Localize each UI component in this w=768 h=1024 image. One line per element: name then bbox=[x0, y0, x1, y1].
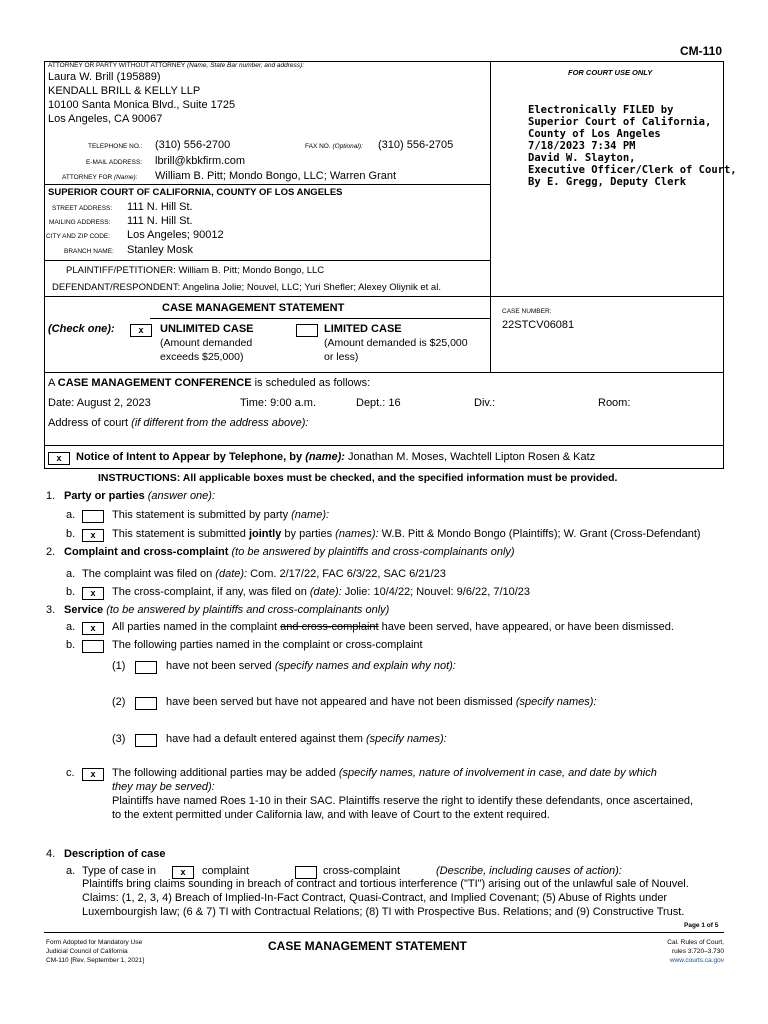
rules-of-court: Cal. Rules of Court, rules 3.720–3.730 www.courts.ca.gov bbox=[620, 938, 724, 965]
court-address-label: Address of court (if different from the address above): bbox=[48, 417, 309, 429]
statement-title: CASE MANAGEMENT STATEMENT bbox=[162, 302, 345, 314]
item-2a-text: The complaint was filed on (date): Com. 2/17/22, FAC 6/3/22, SAC 6/21/23 bbox=[82, 568, 446, 580]
case-number-label: CASE NUMBER: bbox=[502, 308, 552, 315]
item-4-title: Description of case bbox=[64, 848, 166, 860]
email-value: lbrill@kbkfirm.com bbox=[155, 155, 246, 167]
filed-stamp: Electronically FILED by Superior Court of California, County of Los Angeles 7/18/2023 7:34 PM David W. Slayton, Executive Officer/Clerk of Court, By E. Gregg, Deputy Clerk bbox=[528, 104, 737, 188]
item-1-title: Party or parties (answer one): bbox=[64, 490, 216, 502]
attorney-for-label: ATTORNEY FOR (Name): bbox=[62, 174, 138, 181]
item-3c-note-2: they may be served): bbox=[112, 781, 215, 793]
item-3b1-checkbox[interactable] bbox=[135, 661, 157, 674]
item-3-number: 3. bbox=[46, 604, 56, 616]
conference-time: Time: 9:00 a.m. bbox=[240, 397, 317, 409]
item-4a-complaint-label: complaint bbox=[202, 865, 250, 877]
conference-div: Div.: bbox=[474, 397, 496, 409]
telephone-notice-checkbox[interactable]: x bbox=[48, 452, 70, 465]
item-3c-checkbox[interactable]: x bbox=[82, 768, 104, 781]
attorney-line-1: Laura W. Brill (195889) bbox=[48, 71, 161, 83]
city-label: CITY AND ZIP CODE: bbox=[46, 233, 111, 240]
attorney-line-2: KENDALL BRILL & KELLY LLP bbox=[48, 85, 201, 97]
telephone-label: TELEPHONE NO.: bbox=[88, 143, 143, 150]
item-3b-checkbox[interactable] bbox=[82, 640, 104, 653]
defendant-row: DEFENDANT/RESPONDENT: Angelina Jolie; Nouvel, LLC; Yuri Shefler; Alexey Oliynik et al. bbox=[52, 282, 441, 293]
item-3b1-text: have not been served (specify names and explain why not): bbox=[166, 660, 456, 672]
unlimited-checkbox[interactable]: x bbox=[130, 324, 152, 337]
branch-value: Stanley Mosk bbox=[127, 244, 194, 256]
item-3b2-text: have been served but have not appeared and have not been dismissed (specify names): bbox=[166, 696, 597, 708]
item-3b1-number: (1) bbox=[112, 660, 126, 672]
item-3a-letter: a. bbox=[66, 621, 76, 633]
page-number: Page 1 of 5 bbox=[684, 922, 719, 929]
city-value: Los Angeles; 90012 bbox=[127, 229, 224, 241]
item-2a-letter: a. bbox=[66, 568, 76, 580]
form-number: CM-110 bbox=[680, 44, 723, 58]
item-1a-letter: a. bbox=[66, 509, 76, 521]
conference-dept: Dept.: 16 bbox=[356, 397, 401, 409]
item-2b-checkbox[interactable]: x bbox=[82, 587, 104, 600]
fax-label: FAX NO. (Optional): bbox=[305, 143, 363, 150]
attorney-for-value: William B. Pitt; Mondo Bongo, LLC; Warren Grant bbox=[155, 170, 397, 182]
item-1a-checkbox[interactable] bbox=[82, 510, 104, 523]
item-4a-text: Type of case in bbox=[82, 865, 156, 877]
telephone-notice: Notice of Intent to Appear by Telephone, by (name): Jonathan M. Moses, Wachtell Lipton Rosen & Katz bbox=[76, 451, 596, 463]
court-header: SUPERIOR COURT OF CALIFORNIA, COUNTY OF LOS ANGELES bbox=[48, 187, 343, 198]
item-3c-body-1: Plaintiffs have named Roes 1-10 in their SAC. Plaintiffs reserve the right to identify these defendants, once ascertained, bbox=[112, 795, 694, 807]
conference-date: Date: August 2, 2023 bbox=[48, 397, 151, 409]
item-1b-text: This statement is submitted jointly by parties (names): W.B. Pitt & Mondo Bongo (Plaintiffs); W. Grant (Cross-Defendant) bbox=[112, 528, 701, 540]
item-3c-body-2: to the extent permitted under California law, and with leave of Court to the extent required. bbox=[112, 809, 550, 821]
mailing-value: 111 N. Hill St. bbox=[127, 215, 193, 227]
attorney-line-4: Los Angeles, CA 90067 bbox=[48, 113, 163, 125]
item-3-title: Service (to be answered by plaintiffs and cross-complainants only) bbox=[64, 604, 390, 616]
item-2-number: 2. bbox=[46, 546, 56, 558]
case-number-value: 22STCV06081 bbox=[502, 319, 575, 331]
item-4a-letter: a. bbox=[66, 865, 76, 877]
item-2-title: Complaint and cross-complaint (to be answered by plaintiffs and cross-complainants only) bbox=[64, 546, 515, 558]
item-3b-letter: b. bbox=[66, 639, 76, 651]
item-3b2-checkbox[interactable] bbox=[135, 697, 157, 710]
for-court-use-label: FOR COURT USE ONLY bbox=[568, 68, 653, 77]
email-label: E-MAIL ADDRESS: bbox=[86, 159, 143, 166]
mailing-label: MAILING ADDRESS: bbox=[49, 219, 111, 226]
item-2b-text: The cross-complaint, if any, was filed on (date): Jolie: 10/4/22; Nouvel: 9/6/22, 7/10/23 bbox=[112, 586, 531, 598]
item-4a-cross-label: cross-complaint bbox=[323, 865, 401, 877]
form-adopted: Form Adopted for Mandatory Use Judicial Council of California CM-110 [Rev. September 1, 2021] bbox=[46, 939, 145, 964]
item-4-number: 4. bbox=[46, 848, 56, 860]
instructions: INSTRUCTIONS: All applicable boxes must be checked, and the specified information must be provided. bbox=[98, 472, 618, 484]
plaintiff-row: PLAINTIFF/PETITIONER: William B. Pitt; Mondo Bongo, LLC bbox=[66, 265, 325, 276]
limited-label: LIMITED CASE bbox=[324, 323, 402, 335]
telephone-value: (310) 556-2700 bbox=[155, 139, 231, 151]
footer-title: CASE MANAGEMENT STATEMENT bbox=[268, 939, 467, 953]
unlimited-note-1: (Amount demanded bbox=[160, 337, 253, 349]
conference-room: Room: bbox=[598, 397, 631, 409]
attorney-label: ATTORNEY OR PARTY WITHOUT ATTORNEY (Name, State Bar number, and address): bbox=[48, 62, 305, 69]
item-4a-note: (Describe, including causes of action): bbox=[436, 865, 622, 877]
item-3b3-number: (3) bbox=[112, 733, 126, 745]
item-3b3-text: have had a default entered against them (specify names): bbox=[166, 733, 447, 745]
item-3b3-checkbox[interactable] bbox=[135, 734, 157, 747]
limited-note-1: (Amount demanded is $25,000 bbox=[324, 337, 468, 349]
item-4a-body-1: Plaintiffs bring claims sounding in breach of contract and tortious interference ("TI") arising out of the unlawful sale of Nouvel. bbox=[82, 878, 689, 890]
item-3a-text: All parties named in the complaint and cross-complaint have been served, have appeared, or have been dismissed. bbox=[112, 621, 674, 633]
item-3a-checkbox[interactable]: x bbox=[82, 622, 104, 635]
item-3c-letter: c. bbox=[66, 767, 75, 779]
fax-value: (310) 556-2705 bbox=[378, 139, 454, 151]
unlimited-note-2: exceeds $25,000) bbox=[160, 351, 244, 363]
item-4a-complaint-checkbox[interactable]: x bbox=[172, 866, 194, 879]
item-3c-text: The following additional parties may be added (specify names, nature of involvement in case, and date by which bbox=[112, 767, 657, 779]
courts-website-link[interactable]: www.courts.ca.gov bbox=[669, 957, 724, 964]
limited-checkbox[interactable] bbox=[296, 324, 318, 337]
item-3b2-number: (2) bbox=[112, 696, 126, 708]
item-4a-body-3: Luxembourgish law; (6 & 7) TI with Contractual Relations; (8) TI with Prospective Bus. Relations; and (9) Constructive Trust. bbox=[82, 906, 685, 918]
check-one-label: (Check one): bbox=[48, 323, 115, 335]
item-1b-checkbox[interactable]: x bbox=[82, 529, 104, 542]
item-1b-letter: b. bbox=[66, 528, 76, 540]
conference-intro: A CASE MANAGEMENT CONFERENCE is scheduled as follows: bbox=[48, 377, 371, 389]
item-1-number: 1. bbox=[46, 490, 56, 502]
item-4a-body-2: Claims: (1, 2, 3, 4) Breach of Implied-In-Fact Contract, Quasi-Contract, and Implied Covenant; (5) Abuse of Rights under bbox=[82, 892, 668, 904]
street-label: STREET ADDRESS: bbox=[52, 205, 113, 212]
street-value: 111 N. Hill St. bbox=[127, 201, 193, 213]
item-2b-letter: b. bbox=[66, 586, 76, 598]
item-1a-text: This statement is submitted by party (name): bbox=[112, 509, 330, 521]
unlimited-label: UNLIMITED CASE bbox=[160, 323, 254, 335]
limited-note-2: or less) bbox=[324, 351, 359, 363]
item-3b-text: The following parties named in the complaint or cross-complaint bbox=[112, 639, 423, 651]
branch-label: BRANCH NAME: bbox=[64, 248, 114, 255]
attorney-line-3: 10100 Santa Monica Blvd., Suite 1725 bbox=[48, 99, 236, 111]
